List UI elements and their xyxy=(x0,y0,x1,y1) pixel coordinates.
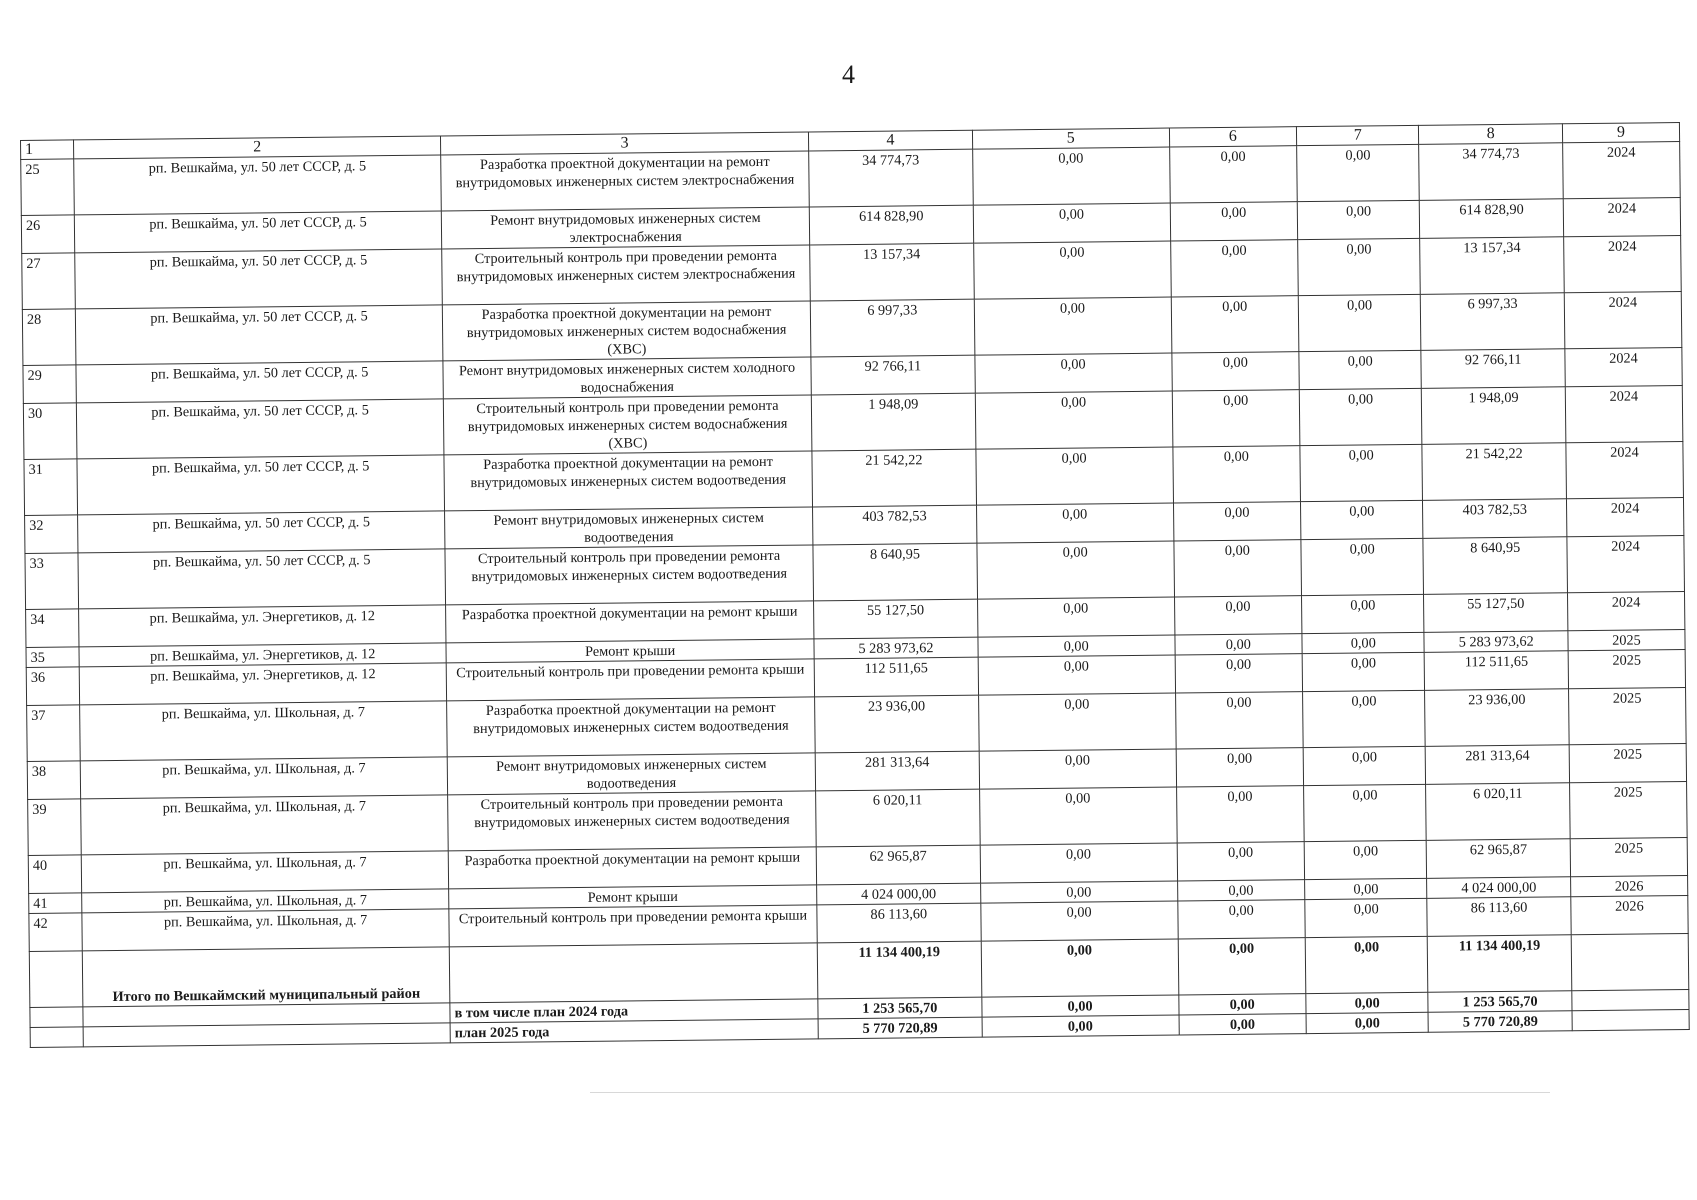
row-number: 33 xyxy=(25,553,79,610)
work-type-cell: Строительный контроль при проведении ремонта крыши xyxy=(449,905,817,947)
year-cell: 2024 xyxy=(1566,442,1684,499)
owners-funds-cell: 23 936,00 xyxy=(1425,689,1569,747)
address-cell: рп. Вешкайма, ул. 50 лет СССР, д. 5 xyxy=(76,361,443,403)
work-type-cell: Ремонт крыши xyxy=(446,639,814,663)
repair-plan-table xyxy=(20,122,1690,1048)
total-empty-cell xyxy=(29,951,83,1008)
subtotal-empty-cell xyxy=(1572,1009,1689,1030)
total-cost-cell: 6 020,11 xyxy=(816,789,980,847)
work-type-cell: Разработка проектной документации на ремонт крыши xyxy=(446,601,814,643)
owners-funds-cell: 11 134 400,19 xyxy=(1428,935,1572,993)
fund-cell: 0,00 xyxy=(979,749,1176,789)
fund-cell: 0,00 xyxy=(977,597,1174,637)
owners-funds-cell: 34 774,73 xyxy=(1419,143,1563,201)
row-number: 32 xyxy=(25,515,79,554)
budget-cell: 0,00 xyxy=(1175,654,1303,693)
fund-cell: 0,00 xyxy=(973,203,1170,243)
owners-funds-cell: 13 157,34 xyxy=(1420,237,1564,295)
work-type-cell: Ремонт внутридомовых инженерных систем электроснабжения xyxy=(441,207,809,249)
total-cost-cell: 6 997,33 xyxy=(810,299,974,357)
column-header: 6 xyxy=(1169,127,1297,147)
year-cell: 2024 xyxy=(1564,236,1682,293)
subtotal-empty-cell xyxy=(30,1007,83,1028)
fund-cell: 0,00 xyxy=(976,503,1173,543)
address-cell: рп. Вешкайма, ул. 50 лет СССР, д. 5 xyxy=(77,399,444,459)
budget-cell: 0,00 xyxy=(1170,240,1298,297)
local-budget-cell: 0,00 xyxy=(1304,784,1427,841)
local-budget-cell: 0,00 xyxy=(1299,388,1422,445)
total-cost-cell: 5 770 720,89 xyxy=(818,1017,982,1039)
address-cell: рп. Вешкайма, ул. Школьная, д. 7 xyxy=(81,851,448,893)
row-number: 27 xyxy=(22,253,76,310)
budget-cell: 0,00 xyxy=(1177,842,1305,881)
budget-cell: 0,00 xyxy=(1169,146,1297,203)
owners-funds-cell: 5 283 973,62 xyxy=(1424,631,1568,653)
owners-funds-cell: 614 828,90 xyxy=(1420,199,1564,239)
fund-cell: 0,00 xyxy=(977,541,1174,599)
address-cell: рп. Вешкайма, ул. Энергетиков, д. 12 xyxy=(79,605,446,647)
total-cost-cell: 8 640,95 xyxy=(813,543,977,601)
row-number: 37 xyxy=(27,705,81,762)
address-cell: рп. Вешкайма, ул. 50 лет СССР, д. 5 xyxy=(78,549,445,609)
row-number: 40 xyxy=(28,855,82,894)
address-cell: рп. Вешкайма, ул. Школьная, д. 7 xyxy=(82,909,449,951)
year-cell: 2025 xyxy=(1568,630,1685,651)
local-budget-cell: 0,00 xyxy=(1306,1012,1429,1033)
owners-funds-cell: 6 020,11 xyxy=(1426,783,1570,841)
total-cost-cell: 5 283 973,62 xyxy=(814,637,978,659)
year-cell: 2024 xyxy=(1566,498,1683,537)
address-cell: рп. Вешкайма, ул. Школьная, д. 7 xyxy=(81,795,448,855)
fund-cell: 0,00 xyxy=(978,693,1175,751)
year-cell: 2026 xyxy=(1571,895,1688,934)
table-wrapper xyxy=(20,122,1690,1048)
total-label: Итого по Вешкаймский муниципальный район xyxy=(82,947,449,1007)
fund-cell: 0,00 xyxy=(976,447,1173,505)
address-cell: рп. Вешкайма, ул. 50 лет СССР, д. 5 xyxy=(78,511,445,553)
budget-cell: 0,00 xyxy=(1173,502,1301,541)
total-cost-cell: 55 127,50 xyxy=(814,599,978,639)
budget-cell: 0,00 xyxy=(1172,390,1300,447)
local-budget-cell: 0,00 xyxy=(1302,632,1425,653)
year-cell: 2025 xyxy=(1568,650,1685,689)
row-number: 28 xyxy=(22,309,76,366)
fund-cell: 0,00 xyxy=(980,843,1177,883)
subtotal-empty-cell xyxy=(83,1023,450,1047)
column-header: 4 xyxy=(808,130,972,151)
local-budget-cell: 0,00 xyxy=(1302,594,1425,633)
row-number: 26 xyxy=(21,215,75,254)
address-cell: рп. Вешкайма, ул. 50 лет СССР, д. 5 xyxy=(77,455,444,515)
total-cost-cell: 614 828,90 xyxy=(809,205,973,245)
total-empty-cell xyxy=(449,943,818,1003)
row-number: 38 xyxy=(27,761,81,800)
fund-cell: 0,00 xyxy=(978,655,1175,695)
fund-cell: 0,00 xyxy=(975,353,1172,393)
fund-cell: 0,00 xyxy=(975,391,1172,449)
fund-cell: 0,00 xyxy=(972,147,1169,205)
owners-funds-cell: 1 948,09 xyxy=(1422,387,1566,445)
row-number: 36 xyxy=(26,667,80,706)
local-budget-cell: 0,00 xyxy=(1305,936,1428,993)
owners-funds-cell: 62 965,87 xyxy=(1427,839,1571,879)
total-cost-cell: 21 542,22 xyxy=(812,449,976,507)
budget-cell: 0,00 xyxy=(1172,446,1300,503)
owners-funds-cell: 5 770 720,89 xyxy=(1428,1011,1572,1033)
work-type-cell: Ремонт внутридомовых инженерных систем холодного водоснабжения xyxy=(443,357,811,399)
column-header: 1 xyxy=(21,140,74,160)
work-type-cell: Разработка проектной документации на ремонт внутридомовых инженерных систем водоотведения xyxy=(447,697,816,757)
owners-funds-cell: 92 766,11 xyxy=(1421,349,1565,389)
total-cost-cell: 23 936,00 xyxy=(815,695,979,753)
local-budget-cell: 0,00 xyxy=(1301,538,1424,595)
subtotal-empty-cell xyxy=(30,1027,83,1048)
column-header: 2 xyxy=(74,136,441,159)
budget-cell: 0,00 xyxy=(1171,352,1299,391)
total-cost-cell: 62 965,87 xyxy=(816,845,980,885)
local-budget-cell: 0,00 xyxy=(1303,690,1426,747)
year-cell: 2024 xyxy=(1563,142,1681,199)
total-cost-cell: 1 253 565,70 xyxy=(818,997,982,1019)
budget-cell: 0,00 xyxy=(1178,994,1306,1015)
address-cell: рп. Вешкайма, ул. Энергетиков, д. 12 xyxy=(79,663,446,705)
scan-artifact xyxy=(590,1092,1550,1093)
owners-funds-cell: 281 313,64 xyxy=(1426,745,1570,785)
owners-funds-cell: 1 253 565,70 xyxy=(1428,991,1572,1013)
year-cell: 2025 xyxy=(1569,688,1687,745)
local-budget-cell: 0,00 xyxy=(1302,652,1425,691)
budget-cell: 0,00 xyxy=(1176,748,1304,787)
budget-cell: 0,00 xyxy=(1176,786,1304,843)
budget-cell: 0,00 xyxy=(1179,1014,1307,1035)
total-cost-cell: 34 774,73 xyxy=(809,149,973,207)
budget-cell: 0,00 xyxy=(1177,880,1305,901)
owners-funds-cell: 55 127,50 xyxy=(1424,593,1568,633)
owners-funds-cell: 86 113,60 xyxy=(1427,897,1571,937)
work-type-cell: Строительный контроль при проведении ремонта внутридомовых инженерных систем водоснабжения (ХВС) xyxy=(443,395,812,455)
local-budget-cell: 0,00 xyxy=(1297,144,1420,201)
owners-funds-cell: 403 782,53 xyxy=(1423,499,1567,539)
total-cost-cell: 403 782,53 xyxy=(813,505,977,545)
year-cell: 2024 xyxy=(1563,198,1680,237)
budget-cell: 0,00 xyxy=(1171,296,1299,353)
work-type-cell: Разработка проектной документации на ремонт внутридомовых инженерных систем электроснабжения xyxy=(441,151,810,211)
total-cost-cell: 92 766,11 xyxy=(811,355,975,395)
local-budget-cell: 0,00 xyxy=(1306,992,1429,1013)
total-cost-cell: 11 134 400,19 xyxy=(817,941,981,999)
address-cell: рп. Вешкайма, ул. Школьная, д. 7 xyxy=(82,889,449,913)
local-budget-cell: 0,00 xyxy=(1303,746,1426,785)
work-type-cell: Строительный контроль при проведении ремонта внутридомовых инженерных систем водоотведения xyxy=(448,791,817,851)
row-number: 42 xyxy=(29,913,83,952)
local-budget-cell: 0,00 xyxy=(1297,200,1420,239)
local-budget-cell: 0,00 xyxy=(1305,898,1428,937)
fund-cell: 0,00 xyxy=(979,787,1176,845)
budget-cell: 0,00 xyxy=(1177,900,1305,939)
fund-cell: 0,00 xyxy=(981,901,1178,941)
local-budget-cell: 0,00 xyxy=(1301,500,1424,539)
work-type-cell: Ремонт крыши xyxy=(449,885,817,909)
row-number: 34 xyxy=(26,609,80,648)
address-cell: рп. Вешкайма, ул. 50 лет СССР, д. 5 xyxy=(74,211,441,253)
budget-cell: 0,00 xyxy=(1174,634,1302,655)
column-header: 8 xyxy=(1419,124,1563,145)
row-number: 29 xyxy=(23,365,77,404)
total-cost-cell: 4 024 000,00 xyxy=(817,883,981,905)
work-type-cell: Разработка проектной документации на ремонт внутридомовых инженерных систем водоснабжения (ХВС) xyxy=(442,301,811,361)
address-cell: рп. Вешкайма, ул. 50 лет СССР, д. 5 xyxy=(76,305,443,365)
total-cost-cell: 13 157,34 xyxy=(810,243,974,301)
budget-cell: 0,00 xyxy=(1178,938,1306,995)
local-budget-cell: 0,00 xyxy=(1304,840,1427,879)
row-number: 35 xyxy=(26,647,79,668)
address-cell: рп. Вешкайма, ул. 50 лет СССР, д. 5 xyxy=(74,155,441,215)
address-cell: рп. Вешкайма, ул. 50 лет СССР, д. 5 xyxy=(75,249,442,309)
total-cost-cell: 281 313,64 xyxy=(815,751,979,791)
work-type-cell: Разработка проектной документации на ремонт внутридомовых инженерных систем водоотведения xyxy=(444,451,813,511)
row-number: 30 xyxy=(23,403,77,460)
row-number: 41 xyxy=(29,893,82,914)
year-cell: 2024 xyxy=(1567,592,1684,631)
year-cell: 2025 xyxy=(1569,744,1686,783)
owners-funds-cell: 112 511,65 xyxy=(1425,651,1569,691)
local-budget-cell: 0,00 xyxy=(1298,238,1421,295)
local-budget-cell: 0,00 xyxy=(1298,294,1421,351)
total-cost-cell: 112 511,65 xyxy=(814,657,978,697)
local-budget-cell: 0,00 xyxy=(1300,444,1423,501)
work-type-cell: Разработка проектной документации на ремонт крыши xyxy=(448,847,816,889)
fund-cell: 0,00 xyxy=(980,881,1177,903)
budget-cell: 0,00 xyxy=(1170,202,1298,241)
fund-cell: 0,00 xyxy=(982,1015,1179,1037)
work-type-cell: Ремонт внутридомовых инженерных систем водоотведения xyxy=(445,507,813,549)
total-cost-cell: 1 948,09 xyxy=(811,393,975,451)
column-header: 9 xyxy=(1562,123,1679,143)
subtotal-label: в том числе план 2024 года xyxy=(450,999,818,1023)
total-empty-cell xyxy=(1571,933,1689,990)
year-cell: 2025 xyxy=(1570,838,1687,877)
local-budget-cell: 0,00 xyxy=(1305,878,1428,899)
fund-cell: 0,00 xyxy=(982,995,1179,1017)
row-number: 25 xyxy=(21,159,75,216)
column-header: 7 xyxy=(1297,125,1419,145)
subtotal-label: план 2025 года xyxy=(450,1019,818,1043)
year-cell: 2024 xyxy=(1567,536,1685,593)
column-header: 3 xyxy=(441,132,809,155)
address-cell: рп. Вешкайма, ул. Школьная, д. 7 xyxy=(80,701,447,761)
work-type-cell: Строительный контроль при проведении ремонта внутридомовых инженерных систем водоотведения xyxy=(445,545,814,605)
year-cell: 2024 xyxy=(1565,348,1682,387)
row-number: 39 xyxy=(28,799,82,856)
subtotal-empty-cell xyxy=(1572,989,1689,1010)
fund-cell: 0,00 xyxy=(973,241,1170,299)
address-cell: рп. Вешкайма, ул. Энергетиков, д. 12 xyxy=(79,643,446,667)
work-type-cell: Строительный контроль при проведении ремонта крыши xyxy=(446,659,814,701)
year-cell: 2024 xyxy=(1565,386,1683,443)
budget-cell: 0,00 xyxy=(1175,692,1303,749)
address-cell: рп. Вешкайма, ул. Школьная, д. 7 xyxy=(80,757,447,799)
work-type-cell: Строительный контроль при проведении ремонта внутридомовых инженерных систем электроснабжения xyxy=(442,245,811,305)
fund-cell: 0,00 xyxy=(974,297,1171,355)
column-header: 5 xyxy=(972,128,1169,149)
work-type-cell: Ремонт внутридомовых инженерных систем водоотведения xyxy=(447,753,815,795)
year-cell: 2024 xyxy=(1564,292,1682,349)
owners-funds-cell: 6 997,33 xyxy=(1421,293,1565,351)
fund-cell: 0,00 xyxy=(978,635,1175,657)
local-budget-cell: 0,00 xyxy=(1299,350,1422,389)
owners-funds-cell: 21 542,22 xyxy=(1422,443,1566,501)
page-number: 4 xyxy=(842,60,855,89)
table-body xyxy=(21,123,1690,1048)
owners-funds-cell: 8 640,95 xyxy=(1423,537,1567,595)
budget-cell: 0,00 xyxy=(1173,540,1301,597)
year-cell: 2026 xyxy=(1571,875,1688,896)
total-cost-cell: 86 113,60 xyxy=(817,903,981,943)
fund-cell: 0,00 xyxy=(981,939,1178,997)
owners-funds-cell: 4 024 000,00 xyxy=(1427,877,1571,899)
year-cell: 2025 xyxy=(1570,782,1688,839)
budget-cell: 0,00 xyxy=(1174,596,1302,635)
row-number: 31 xyxy=(24,459,78,516)
